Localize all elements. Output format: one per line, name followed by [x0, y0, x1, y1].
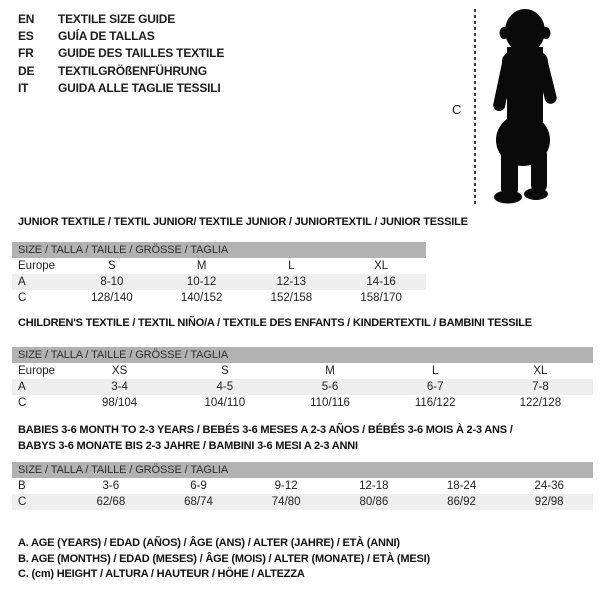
size-header-bar: SIZE / TALLA / TAILLE / GRÖSSE / TAGLIA [12, 462, 593, 478]
cell: XS [111, 365, 128, 377]
cell: S [220, 365, 229, 377]
lang-code: IT [18, 80, 29, 95]
table-row [12, 494, 593, 510]
cell: 24-36 [534, 480, 564, 492]
cell: 80/86 [359, 496, 389, 508]
cell: 6-9 [190, 480, 207, 492]
cell: 62/68 [96, 496, 126, 508]
table-row [12, 478, 593, 494]
row-label: B [18, 480, 26, 492]
cell: 7-8 [532, 381, 549, 393]
row-label: Europe [18, 260, 56, 272]
cell: 3-4 [111, 381, 128, 393]
table-rows [12, 258, 426, 306]
cell: 3-6 [102, 480, 120, 492]
table-rows [12, 363, 593, 411]
cell: 12-18 [359, 480, 389, 492]
lang-row-fr [18, 45, 224, 62]
cell: 110/116 [310, 397, 350, 409]
cell: XL [374, 260, 389, 272]
lang-title: GUÍA DE TALLAS [58, 29, 155, 44]
footnote-b: B. AGE (MONTHS) / EDAD (MESES) / ÂGE (MOIS) / ALTER (MONATE) / ETÀ (MESI) [18, 552, 430, 565]
lang-row-de [18, 63, 224, 80]
row-label: A [18, 381, 26, 393]
row-label: A [18, 276, 26, 288]
cell: 122/128 [519, 397, 562, 409]
junior-section-title: JUNIOR TEXTILE / TEXTIL JUNIOR/ TEXTILE JUNIOR / JUNIORTEXTIL / JUNIOR TESSILE [18, 216, 468, 228]
cell: 92/98 [534, 496, 564, 508]
measure-c-label: C [452, 102, 462, 117]
language-title-list [18, 11, 224, 97]
babies-size-table [12, 462, 593, 510]
lang-row-en [18, 11, 224, 28]
footnote-a: A. AGE (YEARS) / EDAD (AÑOS) / ÂGE (ANS) / ALTER (JAHRE) / ETÀ (ANNI) [18, 537, 400, 549]
lang-title: TEXTILGRÖßENFÜHRUNG [58, 63, 207, 78]
cell: 86/92 [447, 496, 476, 508]
cell: 6-7 [426, 381, 444, 393]
children-size-table [12, 347, 593, 411]
cell: XL [533, 365, 548, 377]
cell: 74/80 [271, 496, 301, 508]
cell: 152/158 [270, 292, 313, 304]
babies-section-title [18, 422, 513, 454]
table-row [12, 274, 426, 290]
cell: 104/110 [204, 397, 246, 409]
cell: 116/122 [414, 397, 456, 409]
cell: 128/140 [91, 292, 133, 304]
lang-code: ES [18, 29, 34, 44]
footnote-c: C. (cm) HEIGHT / ALTURA / HAUTEUR / HÖHE / ALTEZZA [18, 568, 305, 580]
lang-title: TEXTILE SIZE GUIDE [58, 12, 176, 26]
children-section-title: CHILDREN'S TEXTILE / TEXTIL NIÑO/A / TEXTILE DES ENFANTS / KINDERTEXTIL / BAMBINI TESSILE [18, 317, 532, 329]
table-row [12, 363, 593, 379]
cell: L [432, 365, 439, 377]
table-row [12, 395, 593, 411]
cell: L [288, 260, 295, 272]
cell: 12-13 [276, 276, 307, 288]
table-row [12, 258, 426, 274]
table-rows [12, 478, 593, 510]
cell: S [108, 260, 116, 272]
row-label: C [18, 397, 27, 409]
row-label: C [18, 496, 27, 508]
cell: 8-10 [100, 276, 124, 288]
lang-title: GUIDA ALLE TAGLIE TESSILI [58, 80, 221, 95]
row-label: C [18, 292, 27, 304]
cell: 4-5 [216, 381, 234, 393]
baby-silhouette-icon [479, 7, 569, 205]
lang-title: GUIDE DES TAILLES TEXTILE [58, 46, 225, 61]
cell: 158/170 [360, 292, 402, 304]
babies-title-line1: BABIES 3-6 MONTH TO 2-3 YEARS / BEBÉS 3-6 MESES A 2-3 AÑOS / BÉBÉS 3-6 MOIS À 2-3 ANS / [18, 424, 513, 436]
table-row [12, 379, 593, 395]
cell: 10-12 [186, 276, 217, 288]
height-measure-figure [445, 5, 597, 211]
lang-code: DE [18, 63, 35, 78]
measure-dashed-line [474, 9, 476, 206]
cell: 18-24 [446, 480, 477, 492]
babies-title-line2: BABYS 3-6 MONATE BIS 2-3 JAHRE / BAMBINI 3-6 MESI A 2-3 ANNI [18, 440, 358, 452]
cell: 68/74 [184, 496, 213, 508]
table-row [12, 290, 426, 306]
lang-code: FR [18, 46, 34, 61]
lang-code: EN [18, 12, 35, 26]
lang-row-it [18, 80, 224, 97]
cell: 9-12 [274, 480, 298, 492]
cell: 98/104 [102, 397, 138, 409]
cell: 140/152 [180, 292, 223, 304]
row-label: Europe [18, 365, 56, 377]
lang-row-es [18, 28, 224, 45]
cell: 5-6 [321, 381, 339, 393]
footnote-list [18, 536, 430, 583]
cell: M [325, 365, 335, 377]
cell: M [196, 260, 207, 272]
size-header-bar: SIZE / TALLA / TAILLE / GRÖSSE / TAGLIA [12, 347, 593, 363]
size-header-bar: SIZE / TALLA / TAILLE / GRÖSSE / TAGLIA [12, 242, 426, 258]
junior-size-table [12, 242, 426, 306]
cell: 14-16 [366, 276, 396, 288]
